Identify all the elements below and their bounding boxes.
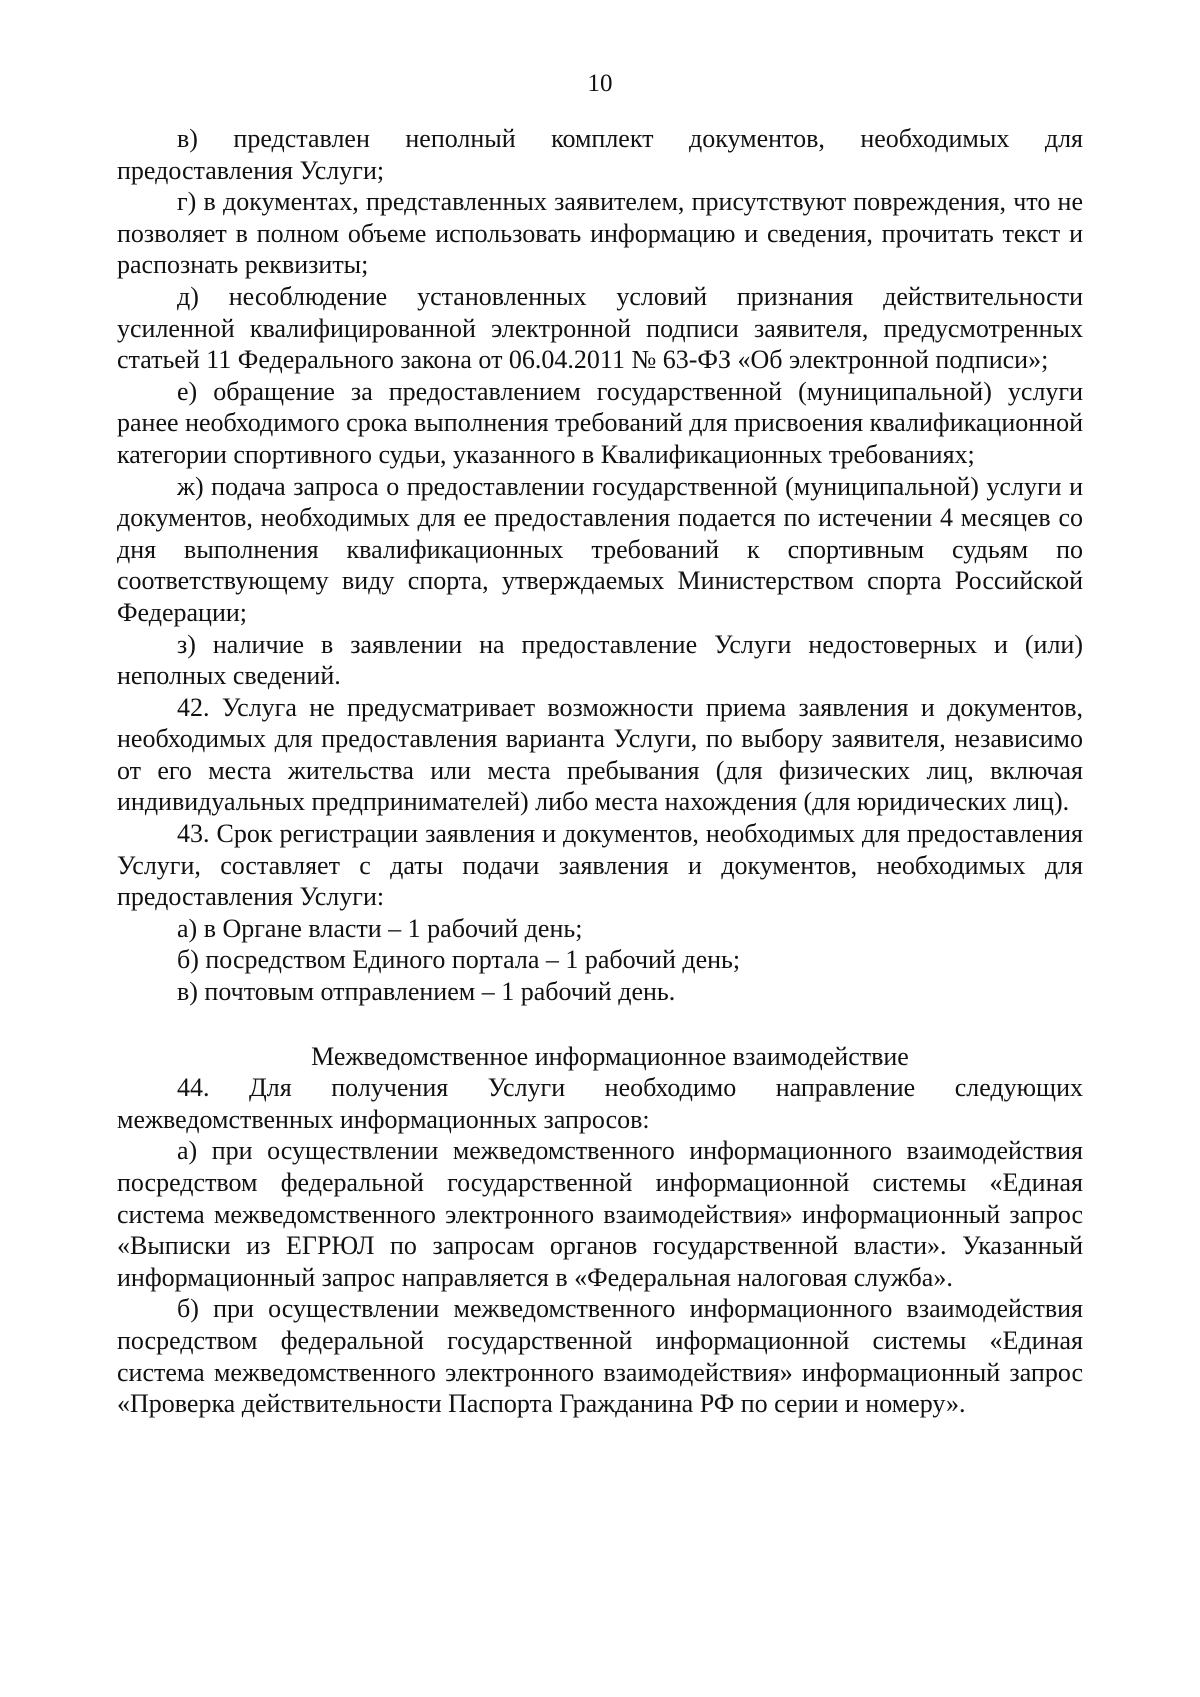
- page-number: 10: [587, 70, 613, 97]
- paragraph-g: г) в документах, представленных заявителем, присутствуют повреждения, что не позволяет в полном объеме использовать информацию и сведения, прочитать текст и распознать реквизиты;: [117, 187, 1083, 280]
- paragraph-zh: ж) подача запроса о предоставлении государственной (муниципальной) услуги и документов, необходимых для ее предоставления подается по истечении 4 месяцев со дня выполнения квалификационных требований к спортивным судьям по соответствующему виду спорта, утверждаемых Министерством спорта Российской Федерации;: [117, 471, 1083, 627]
- paragraph-d: д) несоблюдение установленных условий признания действительности усиленной квалифицированной электронной подписи заявителя, предусмотренных статьей 11 Федерального закона от 06.04.2011 № 63-ФЗ «Об электронной подписи»;: [117, 281, 1083, 375]
- paragraph-44-a: а) при осуществлении межведомственного информационного взаимодействия посредством федеральной государственной информационной системы «Единая система межведомственного электронного взаимодействия» информационный запрос «Выписки из ЕГРЮЛ по запросам органов государственной власти». Указанный информационный запрос направляется в «Федеральная налоговая служба».: [117, 1136, 1083, 1292]
- list-item-v: в) почтовым отправлением – 1 рабочий день.: [177, 977, 676, 1007]
- document-body: [117, 123, 1083, 1420]
- paragraph-v: в) представлен неполный комплект документов, необходимых для предоставления Услуги;: [117, 124, 1083, 185]
- paragraph-44-b: б) при осуществлении межведомственного информационного взаимодействия посредством федеральной государственной информационной системы «Единая система межведомственного электронного взаимодействия» информационный запрос «Проверка действительности Паспорта Гражданина РФ по серии и номеру».: [117, 1294, 1083, 1419]
- paragraph-42: 42. Услуга не предусматривает возможности приема заявления и документов, необходимых для предоставления варианта Услуги, по выбору заявителя, независимо от его места жительства или места пребывания (для физических лиц, включая индивидуальных предпринимателей) либо места нахождения (для юридических лиц).: [117, 692, 1083, 817]
- paragraph-44: 44. Для получения Услуги необходимо направление следующих межведомственных информационных запросов:: [117, 1073, 1083, 1134]
- paragraph-z: з) наличие в заявлении на предоставление Услуги недостоверных и (или) неполных сведений.: [117, 629, 1083, 691]
- section-heading: Межведомственное информационное взаимодействие: [311, 1041, 909, 1071]
- paragraph-43: 43. Срок регистрации заявления и документов, необходимых для предоставления Услуги, составляет с даты подачи заявления и документов, необходимых для предоставления Услуги:: [117, 819, 1083, 912]
- paragraph-e: е) обращение за предоставлением государственной (муниципальной) услуги ранее необходимого срока выполнения требований для присвоения квалификационной категории спортивного судьи, указанного в Квалификационных требованиях;: [117, 376, 1083, 469]
- list-item-a: а) в Органе власти – 1 рабочий день;: [177, 913, 583, 943]
- list-item-b: б) посредством Единого портала – 1 рабочий день;: [177, 945, 741, 975]
